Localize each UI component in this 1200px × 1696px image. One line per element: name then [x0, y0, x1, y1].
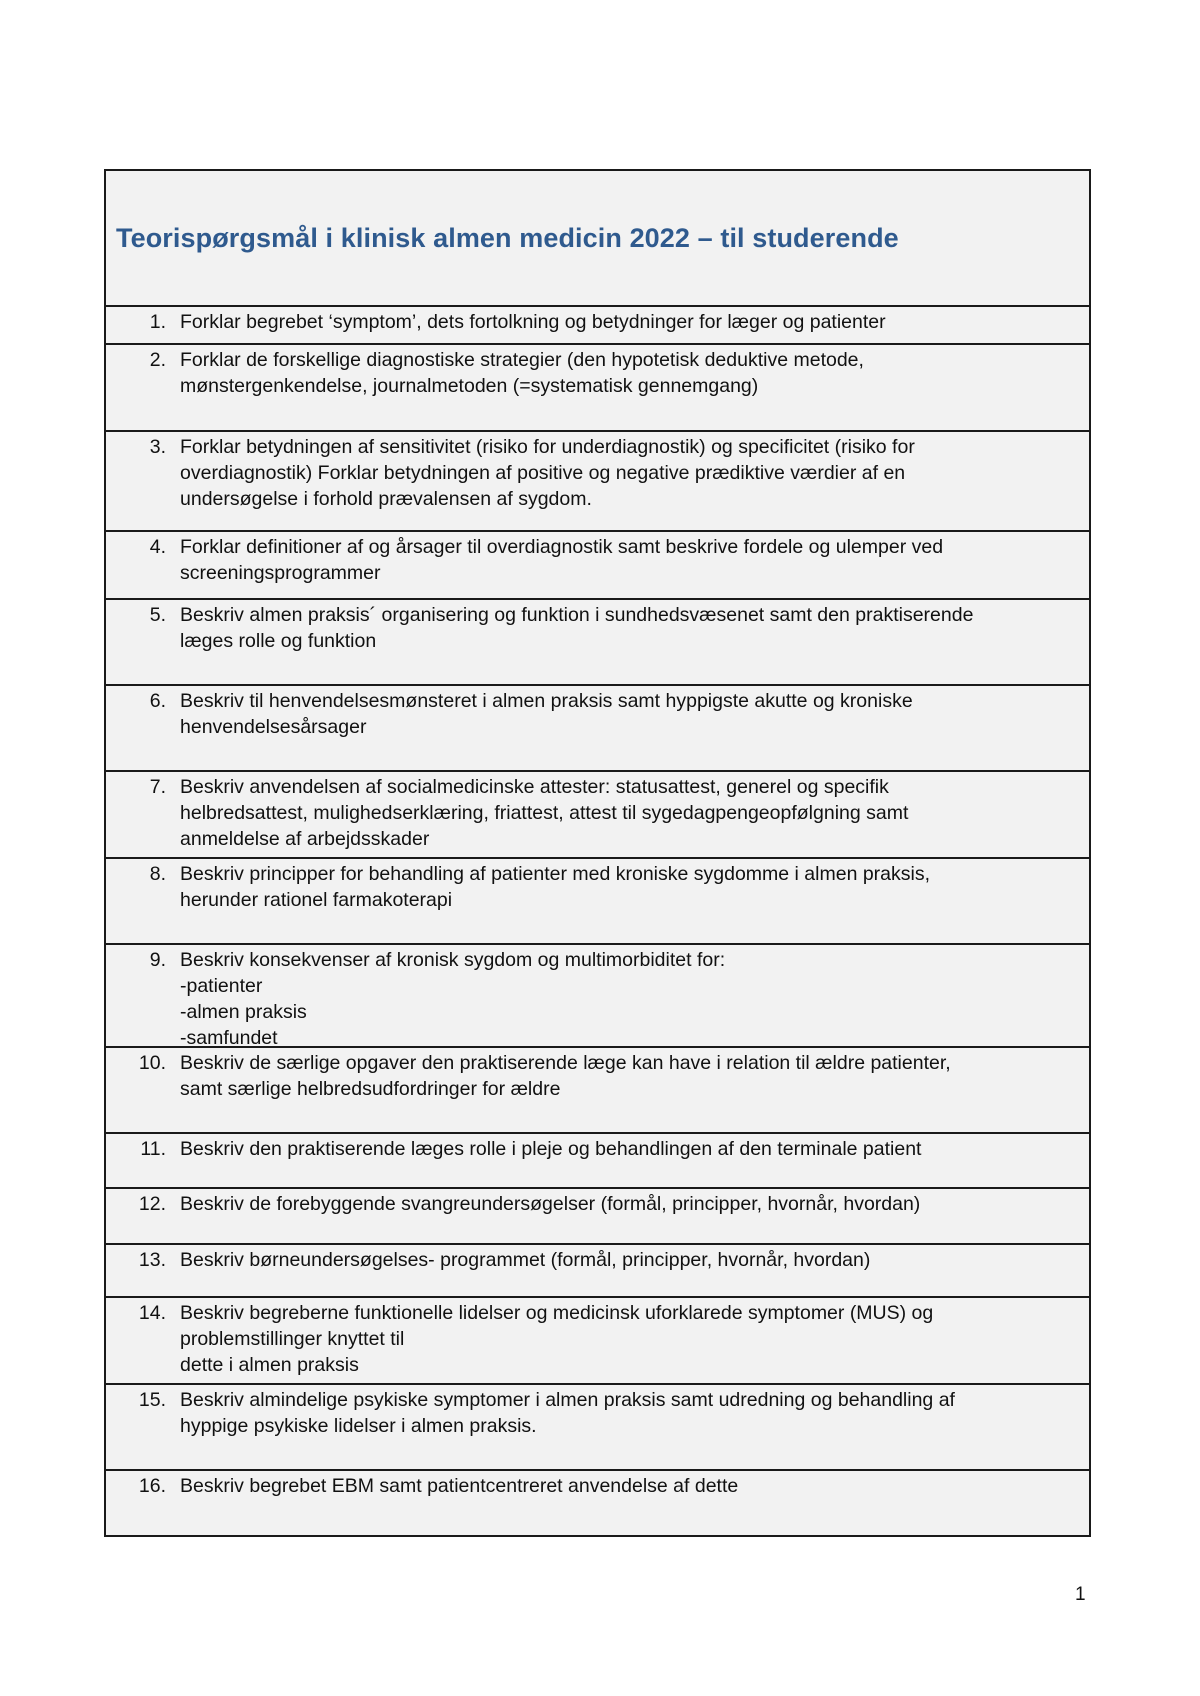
question-row: [106, 345, 1089, 432]
question-row: [106, 859, 1089, 945]
question-text: Forklar de forskellige diagnostiske strategier (den hypotetisk deduktive metode, mønstergenkendelse, journalmetoden (=systematisk gennemgang): [180, 349, 864, 397]
question-text: Beskriv konsekvenser af kronisk sygdom og multimorbiditet for: -patienter -almen praksis -samfundet: [180, 949, 726, 1049]
question-number: 13.: [138, 1249, 166, 1271]
question-row: [106, 532, 1089, 600]
question-row: [106, 772, 1089, 859]
question-number: 8.: [149, 863, 166, 885]
question-text: Beskriv almindelige psykiske symptomer i almen praksis samt udredning og behandling af hyppige psykiske lidelser i almen praksis.: [180, 1389, 955, 1437]
question-text: Beskriv begrebet EBM samt patientcentreret anvendelse af dette: [180, 1475, 739, 1497]
document-title: Teorispørgsmål i klinisk almen medicin 2022 – til studerende: [116, 222, 899, 253]
question-number: 3.: [149, 436, 166, 458]
question-text: Beskriv den praktiserende læges rolle i pleje og behandlingen af den terminale patient: [180, 1138, 922, 1160]
question-number: 16.: [138, 1475, 166, 1497]
question-text: Beskriv principper for behandling af patienter med kroniske sygdomme i almen praksis, herunder rationel farmakoterapi: [180, 863, 931, 911]
title-cell: [106, 171, 1089, 307]
question-row: [106, 307, 1089, 345]
question-number: 4.: [149, 536, 166, 558]
question-text: Beskriv til henvendelsesmønsteret i almen praksis samt hyppigste akutte og kroniske henvendelsesårsager: [180, 690, 913, 738]
question-text: Beskriv børneundersøgelses- programmet (formål, principper, hvornår, hvordan): [180, 1249, 871, 1271]
question-row: [106, 1134, 1089, 1189]
question-number: 5.: [149, 604, 166, 626]
question-text: Forklar begrebet ‘symptom’, dets fortolkning og betydninger for læger og patienter: [180, 311, 886, 333]
question-text: Beskriv anvendelsen af socialmedicinske attester: statusattest, generel og specifik helbredsattest, mulighedserklæring, friattest, attest til sygedagpengeopfølgning samt anmeldelse af arbejdsskader: [180, 776, 909, 850]
question-text: Forklar betydningen af sensitivitet (risiko for underdiagnostik) og specificitet (risiko for overdiagnostik) Forklar betydningen af positive og negative prædiktive værdier af en undersøgelse i forhold prævalensen af sygdom.: [180, 436, 915, 510]
question-number: 2.: [149, 349, 166, 371]
page-number: 1: [1075, 1584, 1086, 1605]
question-number: 15.: [138, 1389, 166, 1411]
question-number: 11.: [140, 1138, 166, 1160]
question-number: 1.: [149, 311, 166, 333]
question-number: 14.: [138, 1302, 166, 1324]
question-row: [106, 1385, 1089, 1471]
question-row: [106, 1189, 1089, 1245]
question-row: [106, 1471, 1089, 1535]
question-number: 6.: [149, 690, 166, 712]
question-number: 10.: [138, 1052, 166, 1074]
question-number: 7.: [149, 776, 166, 798]
question-row: [106, 945, 1089, 1048]
question-text: Beskriv de særlige opgaver den praktiserende læge kan have i relation til ældre patienter, samt særlige helbredsudfordringer for ældre: [180, 1052, 951, 1100]
question-number: 12.: [138, 1193, 166, 1215]
question-row: [106, 1048, 1089, 1134]
question-text: Forklar definitioner af og årsager til overdiagnostik samt beskrive fordele og ulemper ved screeningsprogrammer: [180, 536, 944, 584]
question-number: 9.: [149, 949, 166, 971]
question-row: [106, 1298, 1089, 1385]
question-text: Beskriv de forebyggende svangreundersøgelser (formål, principper, hvornår, hvordan): [180, 1193, 921, 1215]
questions-table: [104, 169, 1091, 1537]
question-text: Beskriv almen praksis´ organisering og funktion i sundhedsvæsenet samt den praktiserende læges rolle og funktion: [180, 604, 974, 652]
question-row: [106, 600, 1089, 686]
question-row: [106, 1245, 1089, 1298]
question-row: [106, 432, 1089, 532]
question-row: [106, 686, 1089, 772]
question-text: Beskriv begreberne funktionelle lidelser og medicinsk uforklarede symptomer (MUS) og problemstillinger knyttet til dette i almen praksis: [180, 1302, 934, 1376]
